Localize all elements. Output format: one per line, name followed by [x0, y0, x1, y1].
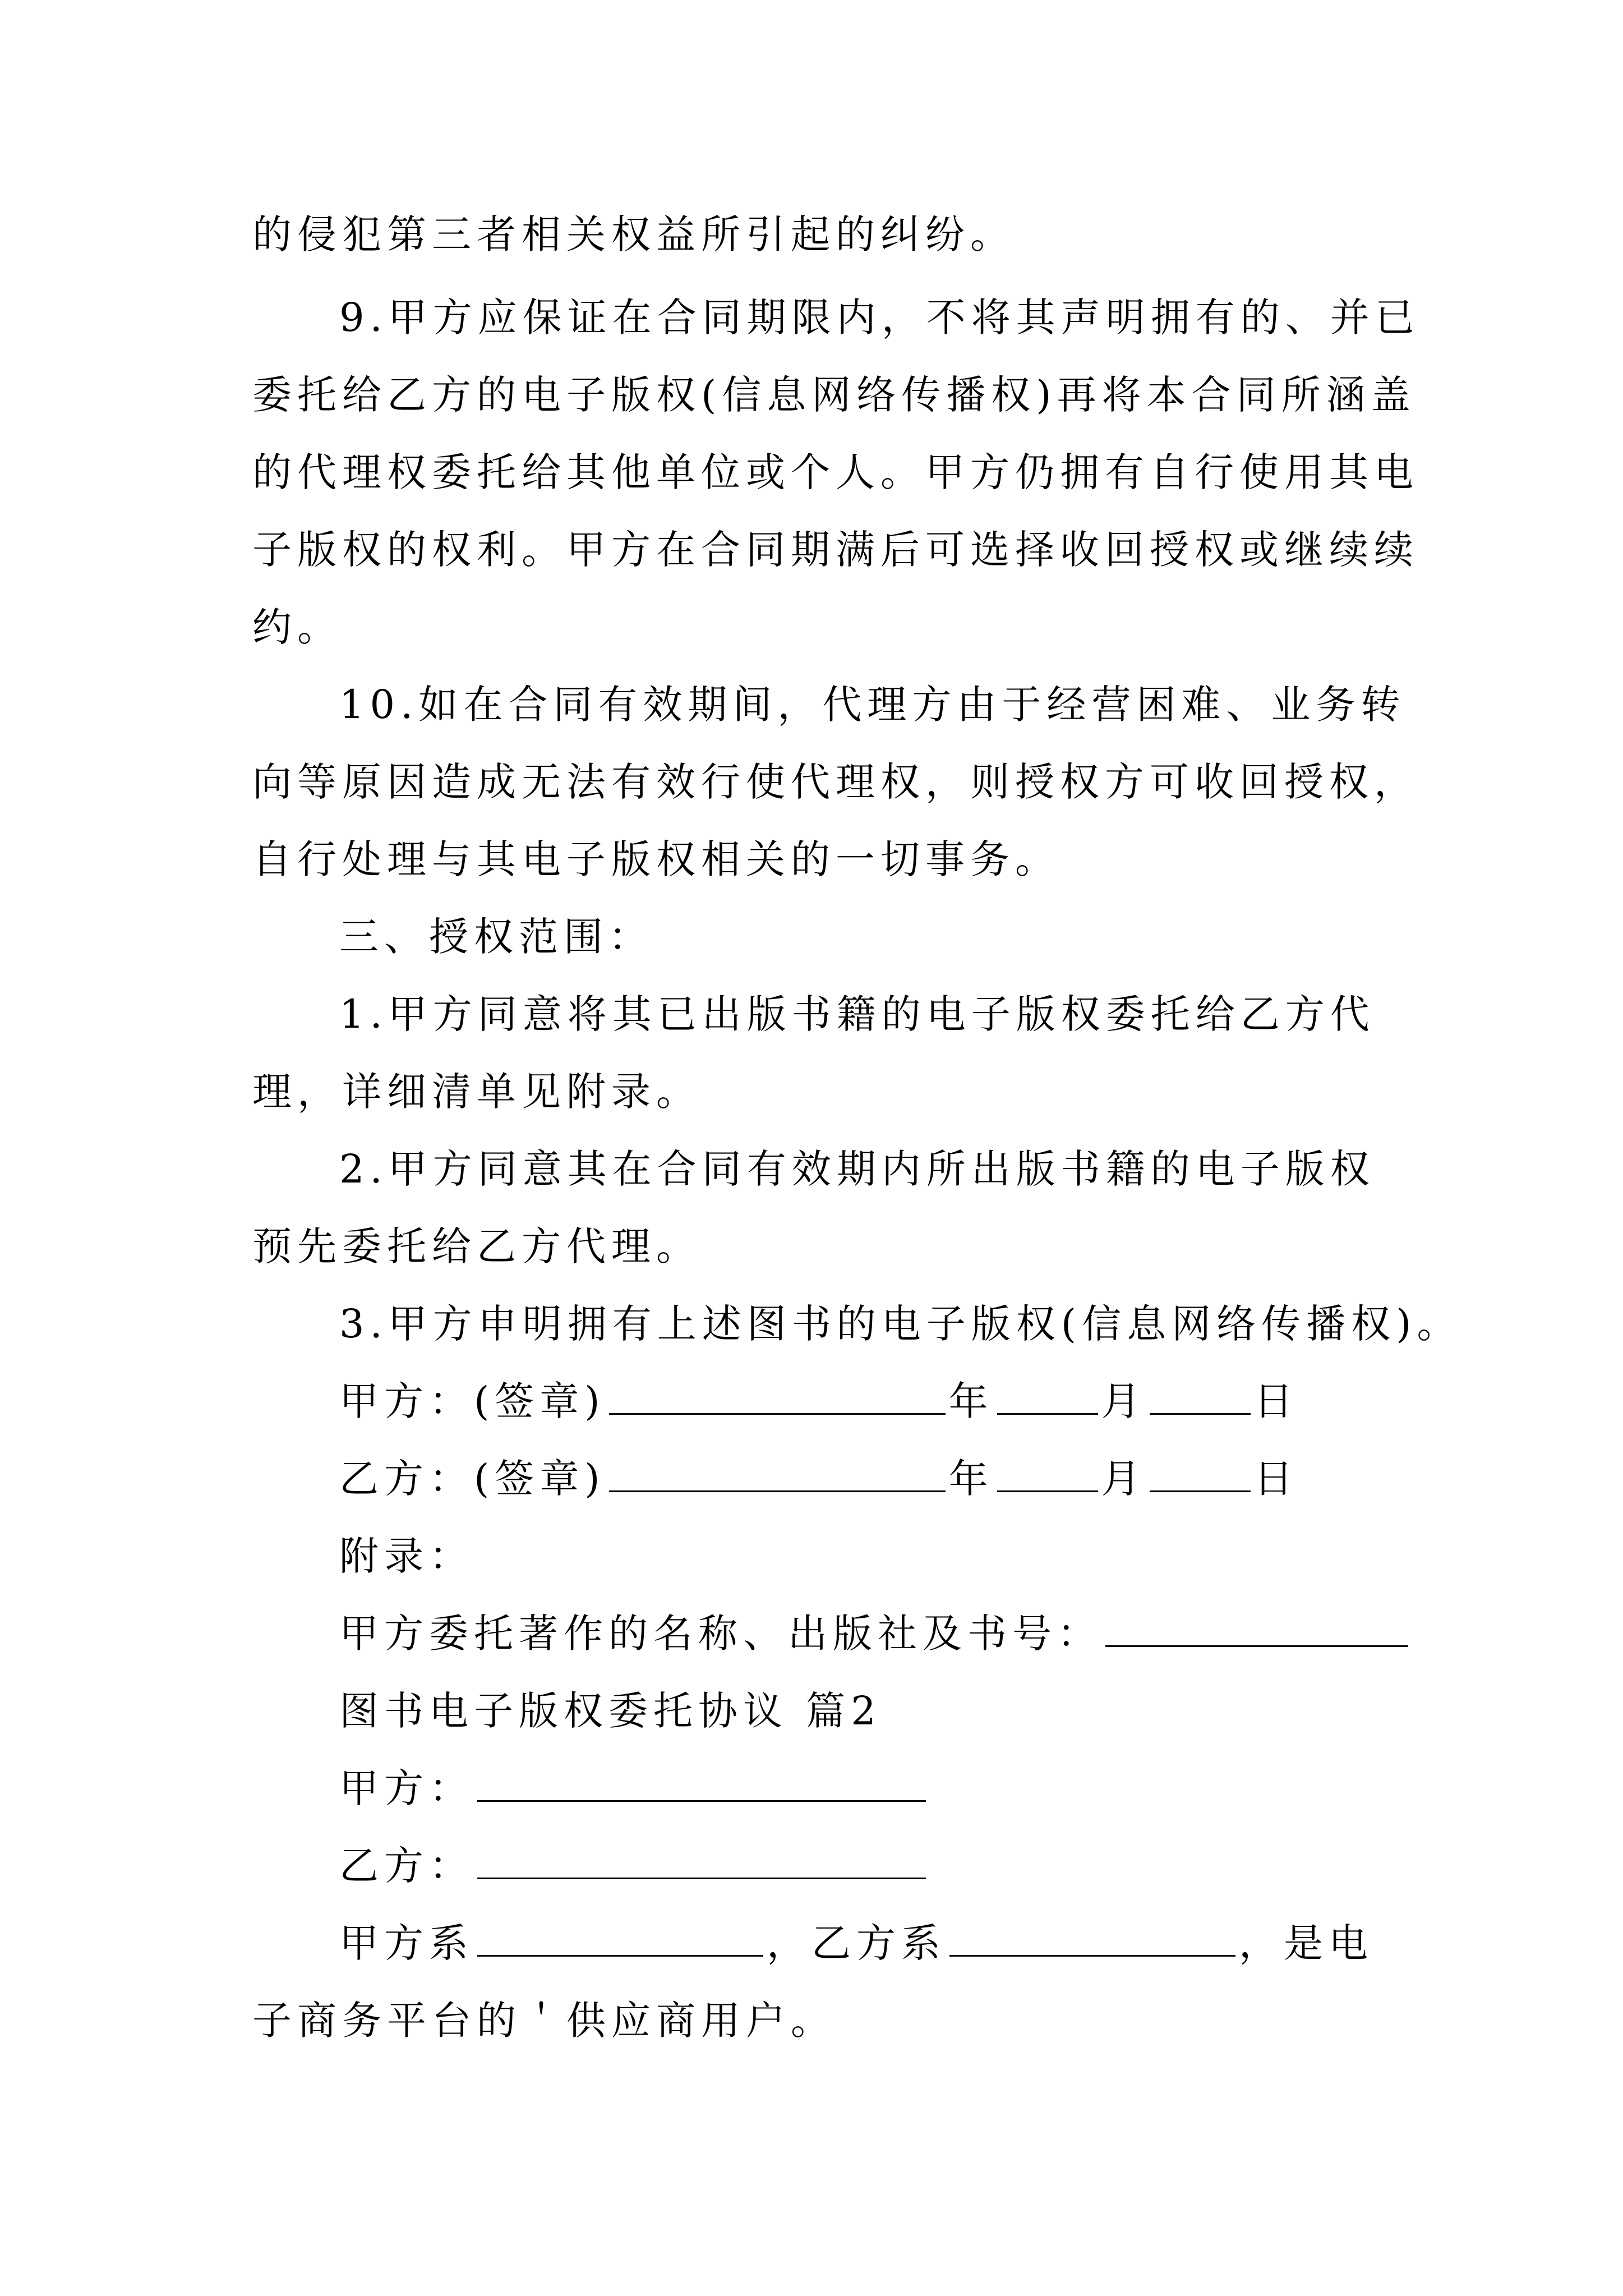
text-segment: ，乙方系 [767, 1920, 946, 1966]
paragraph-line: 向等原因造成无法有效行使代理权，则授权方可收回授权， [252, 759, 1419, 805]
appendix-blank [1105, 1612, 1408, 1647]
day-label: 日 [1253, 1456, 1299, 1502]
paragraph-line: 2.甲方同意其在合同有效期内所出版书籍的电子版权 [339, 1146, 1375, 1192]
party-a-line [339, 1763, 1517, 1814]
appendix-label: 附录： [339, 1533, 474, 1579]
month-label: 月 [1101, 1456, 1146, 1502]
year-blank [997, 1379, 1098, 1415]
paragraph-line: 的侵犯第三者相关权益所引起的纠纷。 [252, 211, 1015, 257]
year-blank [997, 1457, 1098, 1492]
party-a-label: 甲方： [339, 1765, 474, 1811]
day-blank [1150, 1379, 1251, 1415]
paragraph-line: 自行处理与其电子版权相关的一切事务。 [252, 836, 1060, 882]
relation-blank-a [477, 1921, 763, 1957]
paragraph-line: 子商务平台的＇供应商用户。 [252, 1998, 836, 2044]
party-b-line [339, 1841, 1517, 1891]
paragraph-line: 10.如在合同有效期间，代理方由于经营困难、业务转 [339, 682, 1406, 728]
party-relation-line [339, 1918, 1517, 1968]
signature-blank [609, 1379, 946, 1415]
relation-blank-b [949, 1921, 1235, 1957]
signature-line-b [339, 1453, 1517, 1504]
text-segment: ，是电 [1239, 1920, 1373, 1966]
appendix-item-label: 甲方委托著作的名称、出版社及书号： [339, 1611, 1102, 1657]
day-blank [1150, 1457, 1251, 1492]
party-b-blank [477, 1844, 926, 1879]
month-label: 月 [1101, 1378, 1146, 1424]
section-heading: 三、授权范围： [339, 914, 653, 960]
party-a-blank [477, 1766, 926, 1802]
paragraph-line: 3.甲方申明拥有上述图书的电子版权(信息网络传播权)。 [339, 1301, 1462, 1347]
year-label: 年 [948, 1456, 994, 1502]
paragraph-line: 的代理权委托给其他单位或个人。甲方仍拥有自行使用其电 [252, 449, 1419, 495]
signature-blank [609, 1457, 946, 1492]
section2-title: 图书电子版权委托协议 篇2 [339, 1688, 882, 1734]
signature-label: 甲方：(签章) [339, 1378, 606, 1424]
signature-label: 乙方：(签章) [339, 1456, 606, 1502]
party-b-label: 乙方： [339, 1843, 474, 1889]
paragraph-line: 委托给乙方的电子版权(信息网络传播权)再将本合同所涵盖 [252, 372, 1416, 418]
paragraph-line: 预先委托给乙方代理。 [252, 1223, 701, 1269]
paragraph-line: 子版权的权利。甲方在合同期满后可选择收回授权或继续续 [252, 527, 1419, 573]
appendix-item [339, 1608, 1517, 1659]
paragraph-line: 9.甲方应保证在合同期限内，不将其声明拥有的、并已 [339, 295, 1420, 341]
day-label: 日 [1253, 1378, 1299, 1424]
paragraph-line: 理，详细清单见附录。 [252, 1069, 701, 1115]
year-label: 年 [948, 1378, 994, 1424]
paragraph-line: 1.甲方同意将其已出版书籍的电子版权委托给乙方代 [339, 991, 1375, 1037]
signature-line-a [339, 1376, 1517, 1427]
paragraph-line: 约。 [252, 604, 342, 650]
text-segment: 甲方系 [339, 1920, 474, 1966]
